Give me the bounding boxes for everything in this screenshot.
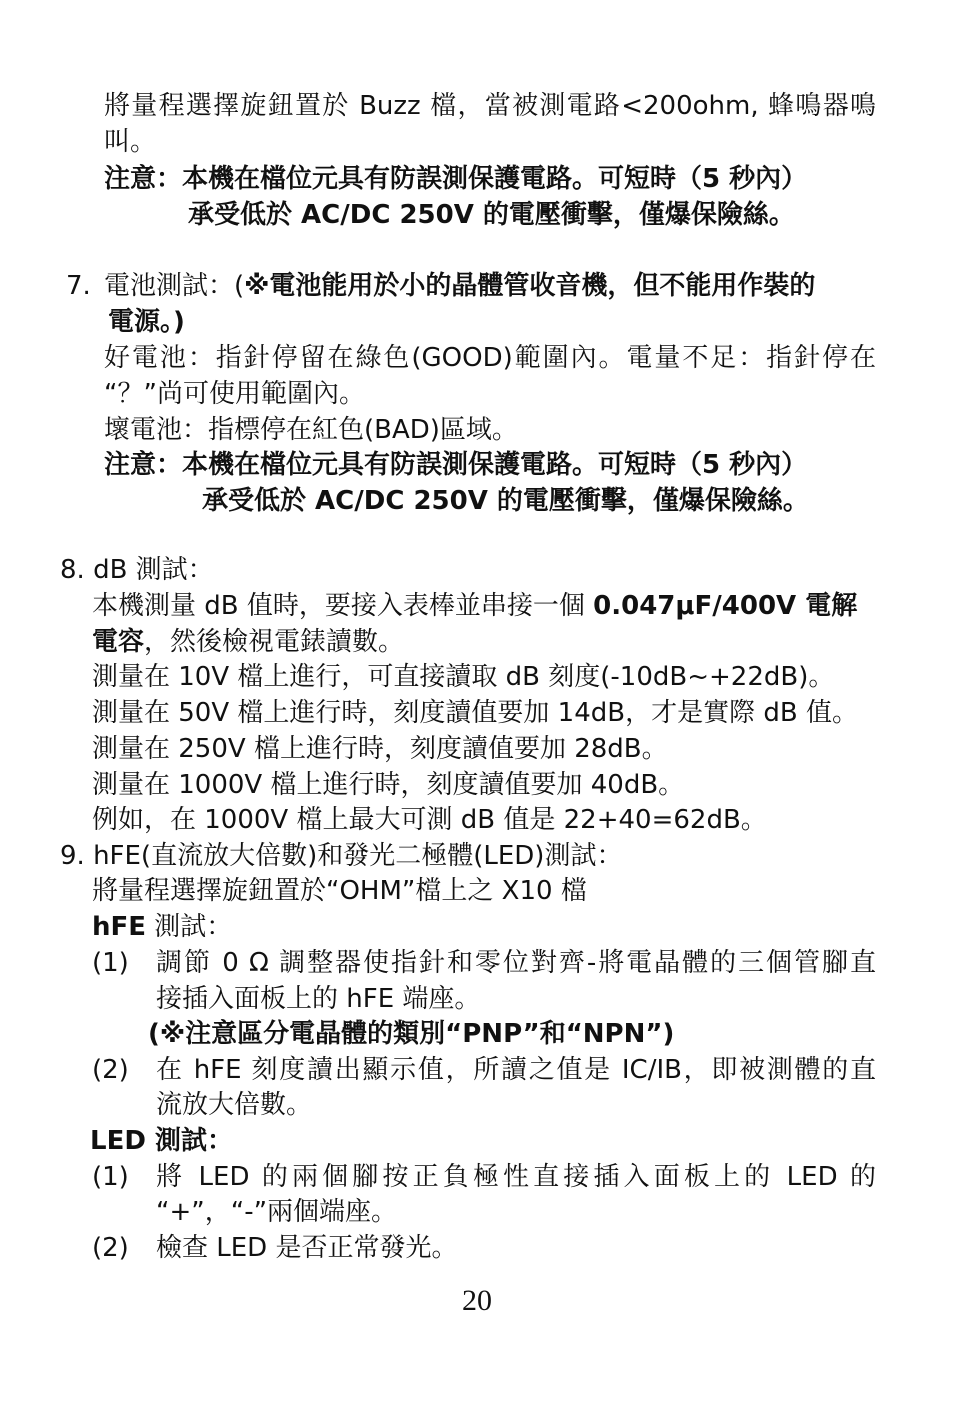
battery-bad-line: 壞電池：指標停在紅色(BAD)區域。: [104, 415, 518, 445]
db-1000v-line: 測量在 1000V 檔上進行時，刻度讀值要加 40dB。: [92, 770, 685, 800]
db-paragraph-line-1: [92, 588, 857, 624]
buzz-note-line-1: 注意：本機在檔位元具有防誤測保護電路。可短時（5 秒內）: [104, 164, 808, 194]
hfe-step-2-line-1: 在 hFE 刻度讀出顯示值，所讀之值是 IC/IB，即被測體的直: [156, 1055, 876, 1085]
hfe-step-2-number: (2): [92, 1055, 129, 1085]
hfe-warning: (※注意區分電晶體的類別“PNP”和“NPN”): [148, 1019, 675, 1049]
led-step-2-number: (2): [92, 1233, 129, 1263]
db-250v-line: 測量在 250V 檔上進行時，刻度讀值要加 28dB。: [92, 734, 668, 764]
battery-section-number: 7.: [66, 271, 91, 301]
battery-heading-line-1: [104, 268, 815, 304]
hfe-subheading-text: 測試：: [146, 912, 233, 942]
db-paragraph-tail: ，然後檢視電錶讀數。: [144, 627, 405, 657]
led-step-2-line-1: 檢查 LED 是否正常發光。: [156, 1233, 458, 1263]
battery-good-line-2: “？”尚可使用範圍內。: [104, 379, 365, 409]
hfe-subheading-bold: hFE: [92, 912, 147, 942]
db-section-heading: 8. dB 測試：: [60, 555, 214, 585]
buzz-line-1: 將量程選擇旋鈕置於 Buzz 檔，當被測電路<200ohm, 蜂鳴器鳴: [104, 91, 876, 121]
battery-heading-title: 電池測試：(: [104, 271, 245, 301]
battery-good-line-1: 好電池：指針停留在綠色(GOOD)範圍內。電量不足：指針停在: [104, 343, 876, 373]
db-paragraph-text: 本機測量 dB 值時，要接入表棒並串接一個: [92, 591, 594, 621]
led-step-1-line-1: 將 LED 的兩個腳按正負極性直接插入面板上的 LED 的: [156, 1162, 876, 1192]
hfe-subheading: [92, 909, 232, 945]
db-example-line: 例如，在 1000V 檔上最大可測 dB 值是 22+40=62dB。: [92, 805, 767, 835]
db-capacitor-spec: 0.047μF/400V 電解: [593, 591, 858, 621]
db-paragraph-line-2: [92, 624, 404, 660]
led-step-1-line-2: “+”，“-”兩個端座。: [156, 1197, 398, 1227]
hfe-step-1-number: (1): [92, 948, 129, 978]
buzz-note-line-2: 承受低於 AC/DC 250V 的電壓衝擊，僅爆保險絲。: [188, 200, 795, 230]
battery-heading-note: ※電池能用於小的晶體管收音機，但不能用作裝的: [244, 271, 816, 301]
db-10v-line: 測量在 10V 檔上進行，可直接讀取 dB 刻度(-10dB~+22dB)。: [92, 662, 835, 692]
hfe-step-1-line-2: 接插入面板上的 hFE 端座。: [156, 984, 481, 1014]
db-50v-line: 測量在 50V 檔上進行時，刻度讀值要加 14dB，才是實際 dB 值。: [92, 698, 858, 728]
hfe-step-1-line-1: 調節 0 Ω 調整器使指針和零位對齊-將電晶體的三個管腳直: [156, 948, 876, 978]
hfe-step-2-line-2: 流放大倍數。: [156, 1090, 313, 1120]
battery-note-line-1: 注意：本機在檔位元具有防誤測保護電路。可短時（5 秒內）: [104, 450, 808, 480]
battery-note-line-2: 承受低於 AC/DC 250V 的電壓衝擊，僅爆保險絲。: [202, 486, 809, 516]
led-step-1-number: (1): [92, 1162, 129, 1192]
db-capacitor-word: 電容: [92, 627, 145, 657]
hfe-range-select-line: 將量程選擇旋鈕置於“OHM”檔上之 X10 檔: [92, 876, 587, 906]
page-number: 20: [462, 1284, 492, 1317]
battery-heading-line-2: 電源。): [108, 307, 185, 337]
led-subheading: LED 測試：: [90, 1126, 233, 1156]
hfe-section-heading: 9. hFE(直流放大倍數)和發光二極體(LED)測試：: [60, 841, 623, 871]
buzz-line-2: 叫。: [104, 127, 157, 157]
